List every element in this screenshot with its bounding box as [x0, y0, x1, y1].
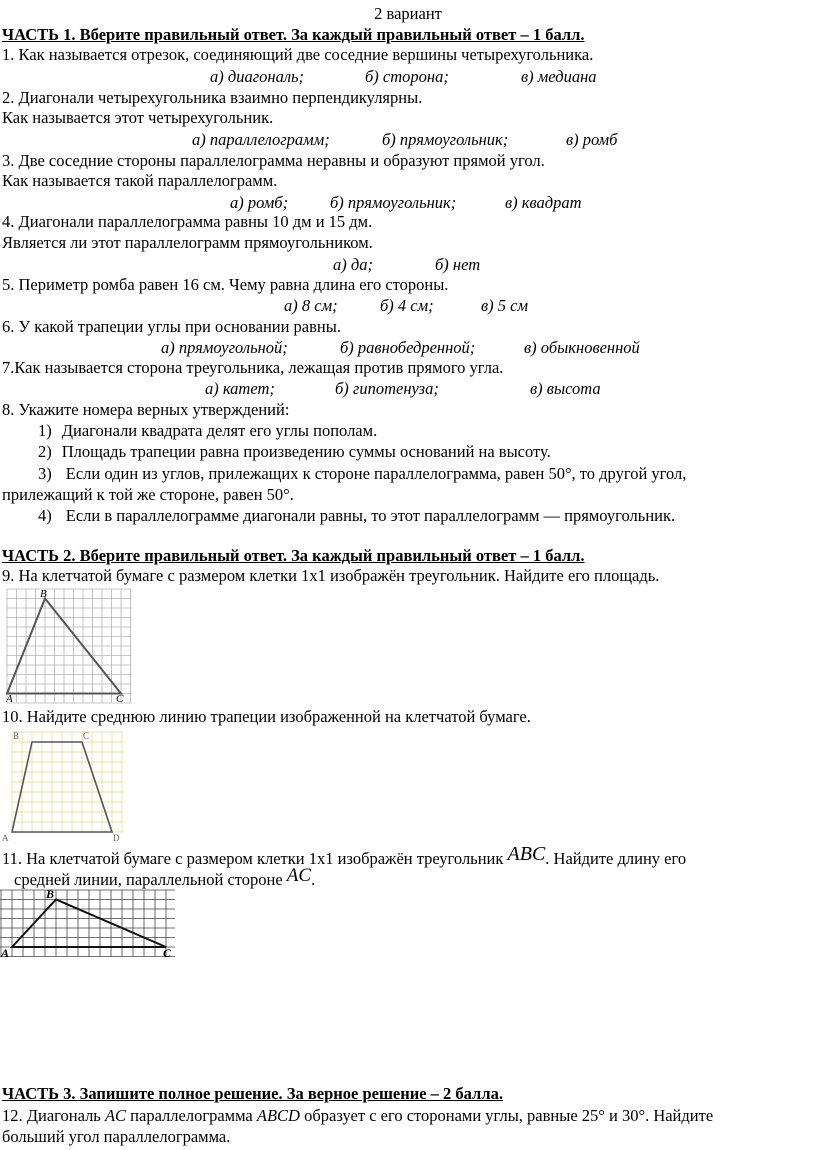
- question-7: 7.Как называется сторона треугольника, лежащая против прямого угла.: [2, 358, 504, 377]
- q10-grid: [12, 732, 122, 832]
- variant-title: 2 вариант: [374, 4, 442, 23]
- question-11-cont: [14, 866, 315, 890]
- q11-text-b: . Найдите длину его: [545, 849, 687, 868]
- q12-m1: AC: [104, 1106, 127, 1125]
- question-2-cont: Как называется этот четырехугольник.: [2, 108, 274, 127]
- q10-label-c: C: [83, 731, 90, 741]
- q9-label-a: A: [6, 693, 13, 705]
- q4-option-b: б) нет: [435, 255, 481, 274]
- q11-figure: [0, 888, 178, 962]
- q7-option-a: а) катет;: [205, 379, 275, 398]
- q2-option-b: б) прямоугольник;: [382, 130, 509, 149]
- q3-option-a: а) ромб;: [230, 193, 289, 212]
- part3-header: ЧАСТЬ 3. Запишите полное решение. За верное решение – 2 балла.: [2, 1084, 503, 1103]
- q7-option-c: в) высота: [530, 379, 601, 398]
- question-8: 8. Укажите номера верных утверждений:: [2, 400, 290, 419]
- q8-item-3: [38, 464, 686, 484]
- q4-option-a: а) да;: [333, 255, 373, 274]
- q10-label-a: A: [2, 833, 9, 843]
- q11-text-a: 11. На клетчатой бумаге с размером клетки 1х1 изображён треугольник: [2, 849, 508, 868]
- q3-option-b: б) прямоугольник;: [330, 193, 457, 212]
- q8-item-1: [38, 421, 377, 441]
- q2-option-a: а) параллелограмм;: [192, 130, 330, 149]
- q11-text-c: средней линии, параллельной стороне: [14, 870, 287, 889]
- q8-item-4-num: 4): [38, 506, 52, 525]
- q12-t2: параллелограмма: [126, 1106, 257, 1125]
- q9-label-c: C: [116, 693, 124, 705]
- q6-option-c: в) обыкновенной: [524, 338, 640, 357]
- q3-option-c: в) квадрат: [505, 193, 582, 212]
- q9-figure: [6, 588, 136, 706]
- q7-option-b: б) гипотенуза;: [335, 379, 439, 398]
- q11-label-b: B: [46, 888, 55, 901]
- q1-option-b: б) сторона;: [365, 67, 449, 86]
- q11-math-abc: ABC: [507, 843, 546, 865]
- question-5: 5. Периметр ромба равен 16 см. Чему равна длина его стороны.: [2, 275, 449, 294]
- q12-t3: образует с его сторонами углы, равные 25° и 30°. Найдите: [299, 1106, 714, 1125]
- q5-option-a: а) 8 см;: [284, 296, 338, 315]
- question-4-cont: Является ли этот параллелограмм прямоугольником.: [2, 233, 373, 252]
- q11-text-d: .: [311, 870, 316, 889]
- q8-item-3-cont: прилежащий к той же стороне, равен 50°.: [2, 485, 294, 504]
- question-6: 6. У какой трапеции углы при основании равны.: [2, 317, 341, 336]
- question-1: 1. Как называется отрезок, соединяющий две соседние вершины четырехугольника.: [2, 45, 594, 64]
- q10-label-d: D: [113, 833, 120, 843]
- q12-t1: 12. Диагональ: [2, 1106, 105, 1125]
- q8-item-3-num: 3): [38, 464, 52, 483]
- question-4: 4. Диагонали параллелограмма равны 10 дм и 15 дм.: [2, 212, 373, 231]
- part2-header: ЧАСТЬ 2. Вберите правильный ответ. За каждый правильный ответ – 1 балл.: [2, 546, 585, 565]
- q1-option-a: а) диагональ;: [210, 67, 305, 86]
- question-12: [2, 1106, 713, 1126]
- question-9: 9. На клетчатой бумаге с размером клетки 1х1 изображён треугольник. Найдите его площадь.: [2, 566, 660, 585]
- q10-figure: [2, 728, 128, 844]
- question-3: 3. Две соседние стороны параллелограмма неравны и образуют прямой угол.: [2, 151, 545, 170]
- question-3-cont: Как называется такой параллелограмм.: [2, 171, 278, 190]
- q9-label-b: B: [40, 588, 47, 600]
- q8-item-2-text: Площадь трапеции равна произведению суммы оснований на высоту.: [61, 442, 551, 461]
- q1-option-c: в) медиана: [521, 67, 597, 86]
- q5-option-c: в) 5 см: [481, 296, 529, 315]
- question-2: 2. Диагонали четырехугольника взаимно перпендикулярны.: [2, 88, 423, 107]
- q11-label-c: C: [163, 946, 172, 960]
- q8-item-3-text: Если один из углов, прилежащих к стороне параллелограмма, равен 50°, то другой угол,: [65, 464, 687, 483]
- question-10: 10. Найдите среднюю линию трапеции изображенной на клетчатой бумаге.: [2, 707, 531, 726]
- q8-item-4: [38, 506, 675, 526]
- q12-m2: ABCD: [256, 1106, 300, 1125]
- q11-math-ac: AC: [286, 865, 312, 886]
- q8-item-4-text: Если в параллелограмме диагонали равны, то этот параллелограмм — прямоугольник.: [65, 506, 676, 525]
- q10-label-b: B: [13, 731, 20, 741]
- q6-option-a: а) прямоугольной;: [161, 338, 288, 357]
- q8-item-2-num: 2): [38, 442, 52, 461]
- q6-option-b: б) равнобедренной;: [340, 338, 476, 357]
- q11-label-a: A: [1, 946, 10, 960]
- q8-item-2: [38, 442, 551, 462]
- q8-item-1-num: 1): [38, 421, 52, 440]
- question-12-cont: больший угол параллелограмма.: [2, 1127, 231, 1146]
- q5-option-b: б) 4 см;: [380, 296, 434, 315]
- part1-header: ЧАСТЬ 1. Вберите правильный ответ. За каждый правильный ответ – 1 балл.: [2, 25, 585, 44]
- q2-option-c: в) ромб: [566, 130, 618, 149]
- q8-item-1-text: Диагонали квадрата делят его углы пополам.: [61, 421, 378, 440]
